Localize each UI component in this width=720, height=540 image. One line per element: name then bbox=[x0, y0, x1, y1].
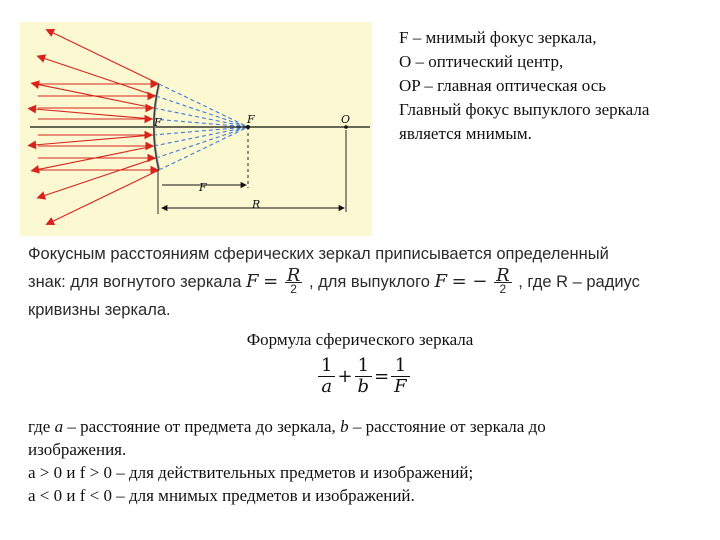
label-center: O bbox=[341, 113, 351, 126]
equals-sign: = bbox=[374, 366, 390, 387]
paragraph-text: , для выпуклого bbox=[308, 273, 430, 291]
diagram-legend bbox=[399, 26, 714, 146]
equals-sign: = bbox=[263, 271, 279, 292]
fraction-denominator: 2 bbox=[499, 282, 507, 297]
convex-fraction bbox=[494, 265, 512, 297]
reflected-ray bbox=[38, 158, 157, 198]
virtual-extension-line bbox=[154, 108, 248, 127]
term-denominator: a bbox=[321, 376, 333, 397]
focal-symbol: F bbox=[434, 271, 448, 292]
diagram-canvas bbox=[20, 22, 372, 236]
formula-title: Формула сферического зеркала bbox=[246, 330, 474, 349]
focal-symbol: F bbox=[246, 271, 259, 292]
notes-line: изображения. bbox=[28, 440, 127, 459]
mirror-diagram bbox=[20, 22, 372, 236]
reflected-ray bbox=[28, 135, 153, 146]
term-numerator: 1 bbox=[318, 356, 335, 377]
notes-line: a > 0 и f > 0 – для действительных предметов и изображений; bbox=[28, 463, 474, 482]
formula-term-b bbox=[355, 356, 373, 397]
virtual-extension-line bbox=[159, 127, 248, 170]
reflected-ray bbox=[46, 170, 159, 224]
notes-line bbox=[28, 415, 708, 438]
mirror-formula bbox=[318, 356, 418, 402]
term-denominator: b bbox=[357, 376, 370, 397]
legend-line: O – оптический центр, bbox=[399, 52, 564, 71]
legend-line: является мнимым. bbox=[399, 124, 532, 143]
paragraph-text: , где R – радиус bbox=[518, 273, 640, 291]
paragraph-line: кривизны зеркала. bbox=[28, 301, 171, 319]
label-focus: F bbox=[247, 113, 255, 126]
virtual-extension-line bbox=[159, 84, 248, 127]
paragraph-text: знак: для вогнутого зеркала bbox=[28, 273, 242, 291]
fraction-denominator: 2 bbox=[290, 282, 297, 297]
formula-notes bbox=[28, 415, 708, 507]
legend-line: OP – главная оптическая ось bbox=[399, 76, 607, 95]
plus-sign: + bbox=[337, 366, 353, 387]
virtual-extension-line bbox=[154, 127, 248, 146]
equals-minus-sign: = − bbox=[451, 271, 488, 292]
paragraph-line: Фокусным расстояниям сферических зеркал приписывается определенный bbox=[28, 245, 609, 263]
notes-text: где bbox=[28, 417, 55, 436]
term-denominator: F bbox=[394, 376, 407, 397]
label-focal-length: F bbox=[199, 181, 207, 194]
notes-text: – расстояние от предмета до зеркала, bbox=[63, 417, 341, 436]
legend-line: F – мнимый фокус зеркала, bbox=[399, 28, 597, 47]
sign-convention-paragraph bbox=[28, 240, 708, 324]
concave-fraction bbox=[285, 265, 303, 297]
term-numerator: 1 bbox=[391, 356, 410, 377]
formula-term-a bbox=[318, 356, 335, 397]
reflected-ray bbox=[46, 30, 159, 84]
term-numerator: 1 bbox=[355, 356, 373, 377]
notes-text: – расстояние от зеркала до bbox=[348, 417, 546, 436]
fraction-numerator: R bbox=[286, 265, 301, 287]
virtual-extension-line bbox=[153, 127, 248, 135]
label-radius: R bbox=[252, 198, 261, 211]
fraction-numerator: R bbox=[496, 265, 510, 287]
paragraph-line-with-formulas bbox=[28, 265, 708, 297]
legend-line: Главный фокус выпуклого зеркала bbox=[399, 100, 650, 119]
formula-term-f bbox=[391, 356, 410, 397]
label-focus-mirror: F bbox=[154, 116, 162, 129]
reflected-ray bbox=[28, 109, 153, 120]
variable-b: b bbox=[340, 417, 349, 436]
notes-line: a < 0 и f < 0 – для мнимых предметов и изображений. bbox=[28, 486, 415, 505]
reflected-ray bbox=[38, 56, 157, 96]
virtual-extension-line bbox=[153, 119, 248, 127]
variable-a: a bbox=[54, 417, 64, 436]
